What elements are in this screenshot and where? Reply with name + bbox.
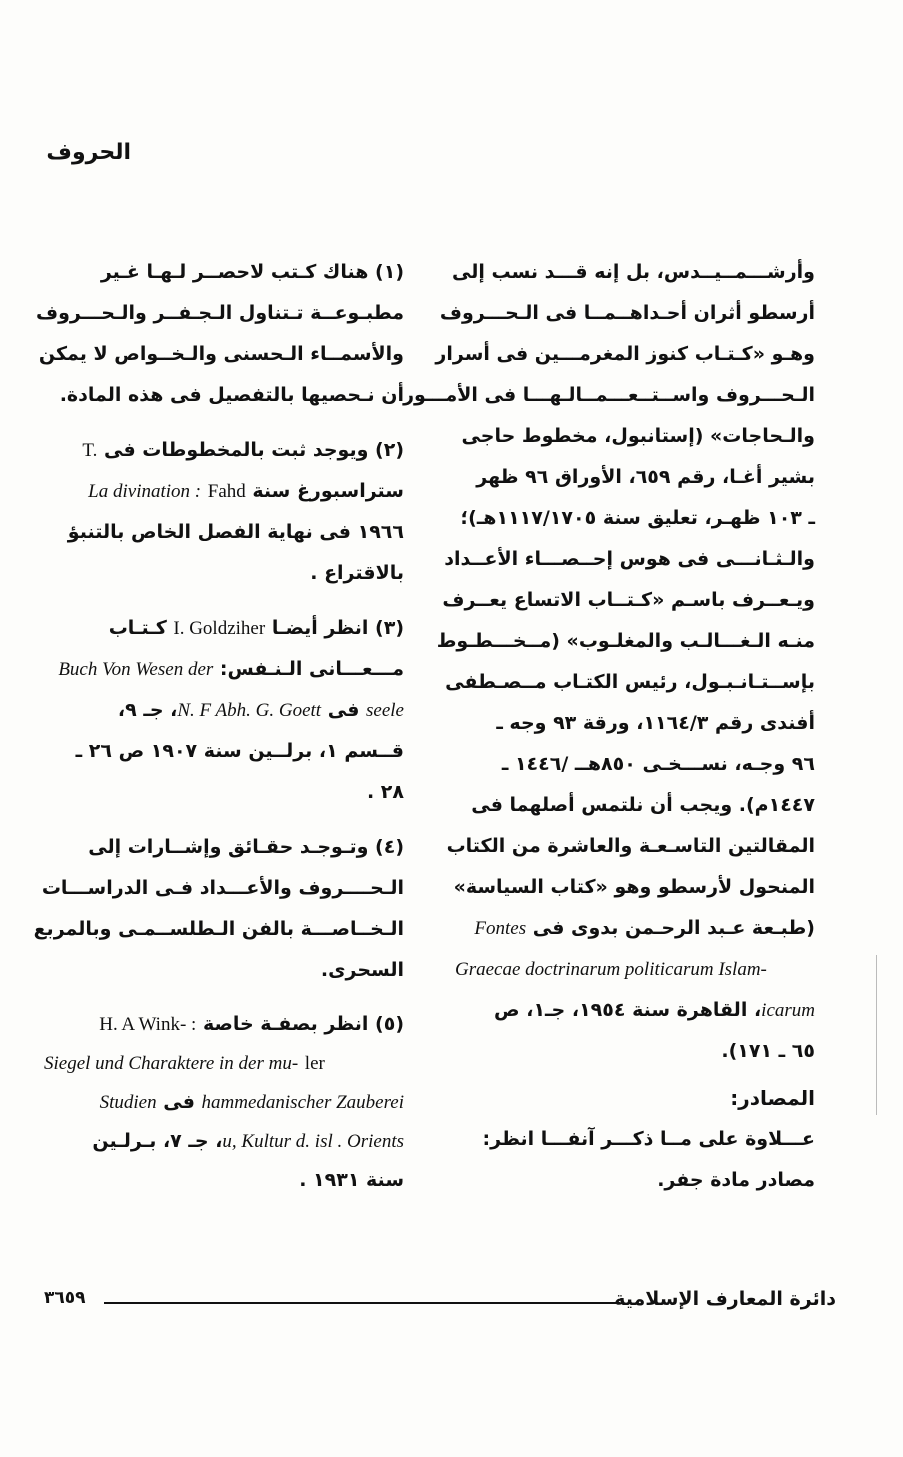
note-3 — [44, 608, 404, 813]
note-5 — [44, 1005, 404, 1199]
latin-citation: icarum — [761, 1000, 815, 1021]
sources-line: مصادر مادة جفر. — [657, 1169, 815, 1191]
latin-citation: T. — [82, 440, 98, 461]
text-span: (٢) ويوجد ثبت بالمخطوطات فى — [103, 439, 404, 461]
latin-citation: ler — [304, 1053, 325, 1074]
text-line: بإســتـانـبـول، رئيس الكتـاب مــصـطفى — [445, 671, 815, 693]
note-line: الـحــــروف والأعـــداد فـى الدراســـات — [41, 877, 404, 899]
text-line: ـ ١٠٣ ظهـر، تعليق سنة ١١١٧/١٧٠٥هـ)؛ — [460, 507, 815, 529]
note-line — [44, 430, 404, 471]
text-span: ستراسبورغ سنة — [252, 480, 404, 502]
text-line: أفندى رقم ١١٦٤/٣، ورقة ٩٣ وجه ـ — [496, 712, 815, 734]
note-line — [44, 1122, 404, 1161]
text-line: الـحـــروف واســتــعـــمــالـهـــا فى الأمـــور — [403, 384, 815, 406]
journal-title: دائرة المعارف الإسلامية — [614, 1288, 836, 1310]
note-line — [44, 690, 404, 731]
text-span: ، جـ ٩، — [117, 699, 178, 721]
text-line: بشير أغـا، رقم ٦٥٩، الأوراق ٩٦ ظهر — [476, 466, 815, 488]
text-line: ٩٦ وجـه، نســـخـى ٨٥٠هــ /١٤٤٦ ـ — [501, 753, 815, 775]
notes-column — [33, 252, 404, 1213]
note-line: الـخــاصـــة بالفن الـطلســمـى وبالمربع — [33, 918, 404, 940]
text-line: ويـعــرف باسـم «كـتــاب الاتساع يعــرف — [442, 589, 815, 611]
note-2 — [44, 430, 404, 594]
text-line: وهـو «كـتـاب كنوز المغرمـــين فى أسرار — [435, 343, 815, 365]
note-line: أن نـحصيها بالتفصيل فى هذه المادة. — [59, 384, 404, 406]
sources-line: عـــلاوة على مــا ذكـــر آنفـــا انظر: — [482, 1128, 815, 1150]
sources-heading: المصادر: — [730, 1086, 815, 1110]
text-line: وأرشـــمــيــدس، بل إنه قـــد نسب إلى — [452, 261, 815, 283]
note-line — [44, 1083, 404, 1122]
running-header: الحروف — [46, 140, 131, 165]
note-line: والأسمــاء الـحسنى والـخــواص لا يمكن — [38, 343, 404, 365]
note-line — [44, 1005, 404, 1044]
main-text-column — [403, 252, 815, 1201]
latin-citation: H. A Wink- : — [99, 1014, 197, 1035]
text-span: كـتـاب — [108, 617, 167, 639]
note-line: ٢٨ . — [366, 781, 404, 803]
note-line — [44, 471, 404, 512]
scan-margin-mark — [876, 955, 877, 1115]
latin-citation: u, Kultur d. isl . Orients — [222, 1131, 404, 1152]
latin-citation: N. F Abh. G. Goett — [177, 700, 322, 721]
note-line: بالاقتراع . — [310, 562, 404, 584]
note-line: سنة ١٩٣١ . — [299, 1169, 404, 1191]
text-line — [455, 908, 815, 949]
main-text-lines — [403, 252, 815, 908]
footer-rule — [104, 1302, 620, 1304]
note-line — [44, 1044, 404, 1083]
latin-citation-line: Graecae doctrinarum politicarum Islam- — [455, 959, 767, 980]
latin-citation: Fahd — [207, 481, 246, 502]
latin-citation: I. Goldziher — [173, 618, 266, 639]
note-line: (١) هناك كـتب لاحصــر لـهـا غـير — [100, 261, 404, 283]
text-span: (طبـعة عـبد الرحـمن بدوى فى — [532, 917, 815, 939]
text-line: ٦٥ ـ ١٧١). — [721, 1040, 815, 1062]
note-line: قــسم ١، برلــين سنة ١٩٠٧ ص ٢٦ ـ — [75, 740, 404, 762]
text-span: ، القاهرة سنة ١٩٥٤، جـ١، ص — [494, 999, 762, 1021]
note-4 — [33, 827, 404, 991]
text-line: منـه الـغـــالـب والمغلـوب» (مــخـــطـوط — [436, 630, 815, 652]
page-footer — [44, 1288, 836, 1318]
text-line: والـثـانـــى فى هوس إحــصـــاء الأعــداد — [444, 548, 815, 570]
note-line — [44, 608, 404, 649]
text-line: ١٤٤٧م). ويجب أن نلتمس أصلهما فى — [471, 794, 815, 816]
text-line: المقالتين التاسـعـة والعاشرة من الكتاب — [446, 835, 815, 857]
text-line: أرسطو أثران أحـداهــمــا فى الـحـــروف — [439, 302, 815, 324]
note-1 — [36, 252, 404, 416]
note-line: السحرى. — [320, 959, 404, 981]
text-span: فى — [327, 699, 360, 721]
page-number: ٣٦٥٩ — [44, 1288, 86, 1308]
latin-citation: seele — [366, 700, 404, 721]
text-line: المنحول لأرسطو وهو «كتاب السياسة» — [453, 876, 815, 898]
text-span: ، جـ ٧، بـرلـين — [92, 1130, 223, 1152]
latin-citation: Siegel und Charaktere in der mu- — [44, 1053, 299, 1074]
text-span: (٥) انظر بصفـة خاصة — [202, 1013, 404, 1035]
note-line: (٤) وتـوجـد حقـائق وإشــارات إلى — [88, 836, 404, 858]
text-line — [455, 990, 815, 1031]
latin-citation: hammedanischer Zauberei — [201, 1092, 404, 1113]
latin-citation: Studien — [99, 1092, 157, 1113]
text-span: فى — [163, 1091, 195, 1113]
text-line: والـحاجات» (إستانبول، مخطوط حاجى — [461, 425, 815, 447]
latin-citation: La divination : — [88, 481, 202, 502]
latin-citation: Fontes — [474, 918, 527, 939]
note-line — [44, 649, 404, 690]
text-span: مـــعـــانى الـنـفس: — [219, 658, 404, 680]
text-span: (٣) انظر أيضـا — [271, 617, 404, 639]
note-line: ١٩٦٦ فى نهاية الفصل الخاص بالتنبؤ — [67, 521, 404, 543]
note-line: مطبـوعــة تـتناول الـجـفــر والـحـــروف — [36, 302, 404, 324]
latin-citation: Buch Von Wesen der — [58, 659, 214, 680]
